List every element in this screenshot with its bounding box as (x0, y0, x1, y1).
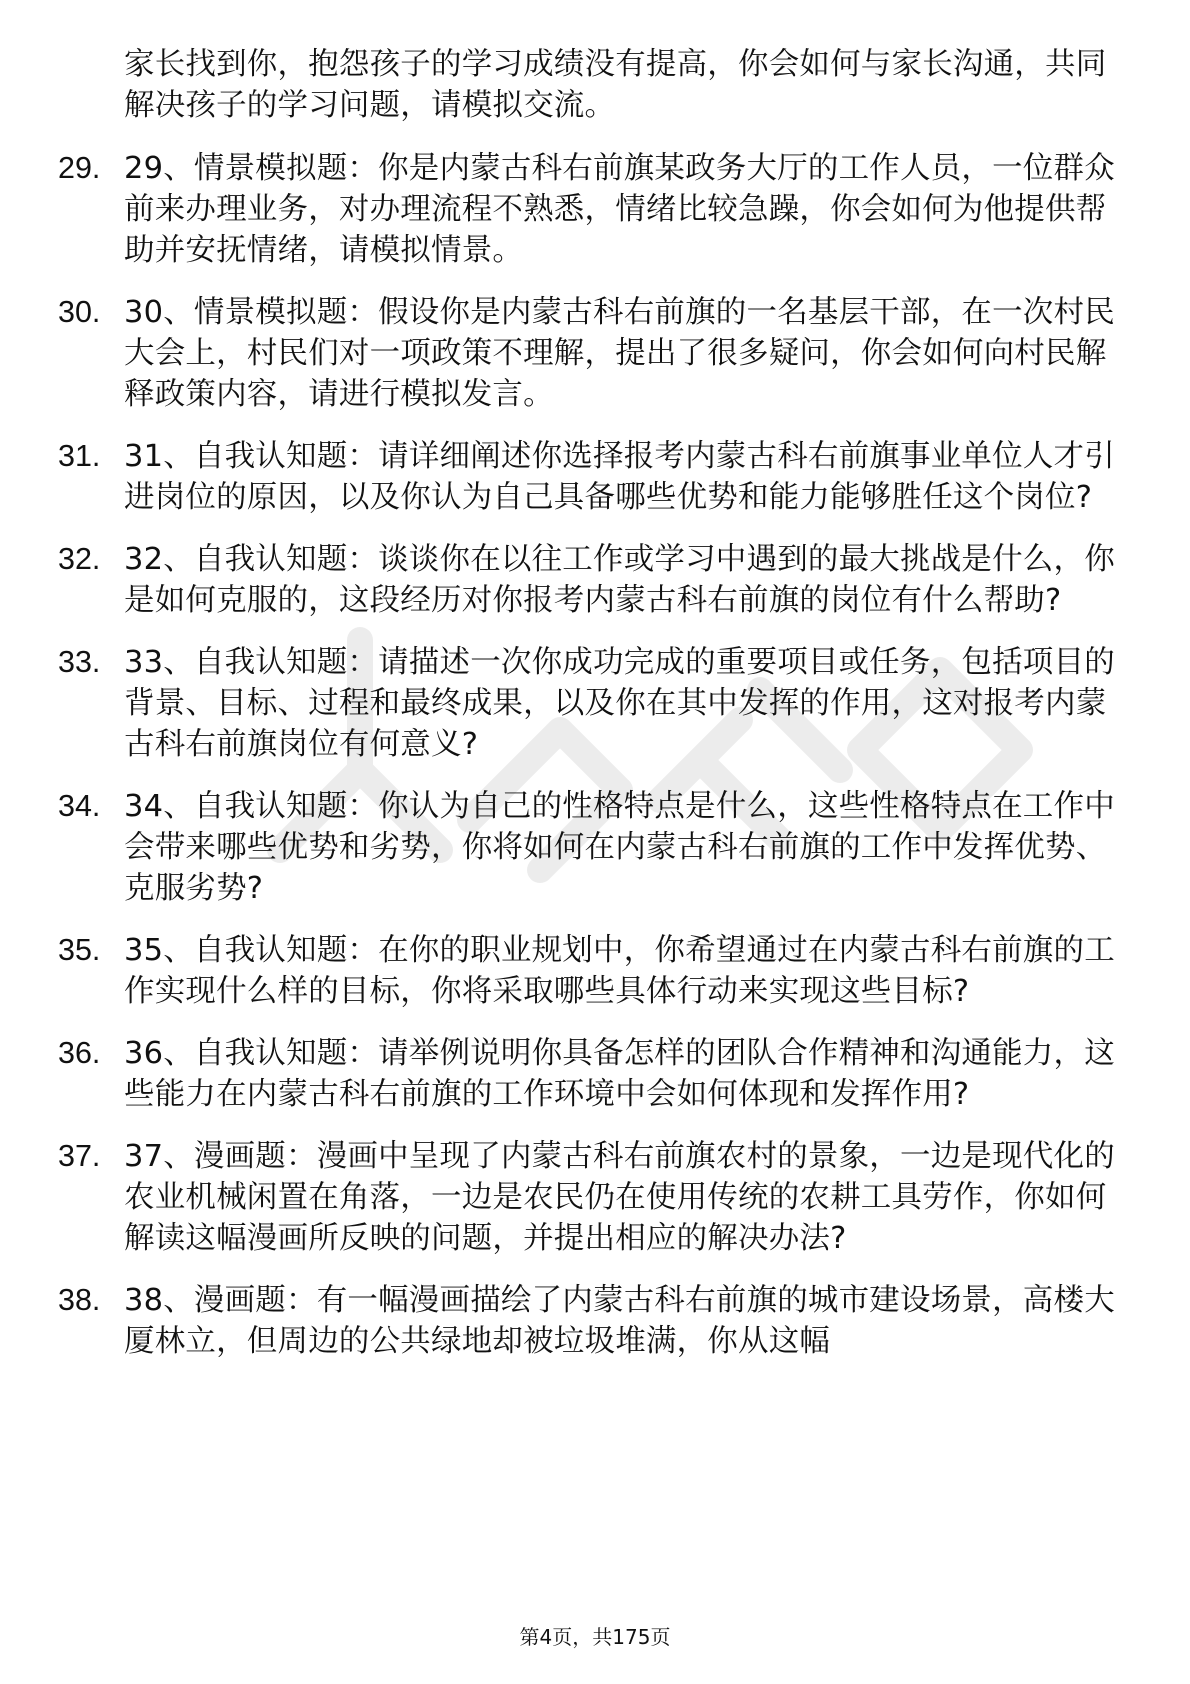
item-text: 35、自我认知题：在你的职业规划中，你希望通过在内蒙古科右前旗的工作实现什么样的目标，你将采取哪些具体行动来实现这些目标? (124, 933, 1115, 1009)
list-item (58, 1033, 1128, 1115)
item-text: 30、情景模拟题：假设你是内蒙古科右前旗的一名基层干部，在一次村民大会上，村民们对一项政策不理解，提出了很多疑问，你会如何向村民解释政策内容，请进行模拟发言。 (124, 295, 1115, 412)
item-text: 37、漫画题：漫画中呈现了内蒙古科右前旗农村的景象，一边是现代化的农业机械闲置在角落，一边是农民仍在使用传统的农耕工具劳作，你如何解读这幅漫画所反映的问题，并提出相应的解决办法? (124, 1139, 1115, 1256)
list-item (58, 930, 1128, 1012)
item-text: 32、自我认知题：谈谈你在以往工作或学习中遇到的最大挑战是什么，你是如何克服的，这段经历对你报考内蒙古科右前旗的岗位有什么帮助? (124, 542, 1115, 618)
list-item (58, 786, 1128, 909)
item-number: 37. (58, 1139, 101, 1173)
item-number: 34. (58, 789, 101, 823)
list-item (58, 436, 1128, 518)
item-number: 32. (58, 542, 101, 576)
list-item (58, 1136, 1128, 1259)
list-item (58, 292, 1128, 415)
item-text: 33、自我认知题：请描述一次你成功完成的重要项目或任务，包括项目的背景、目标、过程和最终成果，以及你在其中发挥的作用，这对报考内蒙古科右前旗岗位有何意义? (124, 645, 1115, 762)
item-number: 29. (58, 151, 101, 185)
continued-question-text: 家长找到你，抱怨孩子的学习成绩没有提高，你会如何与家长沟通，共同解决孩子的学习问题，请模拟交流。 (124, 47, 1107, 123)
list-item (58, 1280, 1128, 1362)
item-number: 38. (58, 1283, 101, 1317)
item-text: 36、自我认知题：请举例说明你具备怎样的团队合作精神和沟通能力，这些能力在内蒙古科右前旗的工作环境中会如何体现和发挥作用? (124, 1036, 1115, 1112)
page-footer: 第4页，共175页 (519, 1625, 671, 1649)
item-number: 31. (58, 439, 101, 473)
item-text: 31、自我认知题：请详细阐述你选择报考内蒙古科右前旗事业单位人才引进岗位的原因，以及你认为自己具备哪些优势和能力能够胜任这个岗位? (124, 439, 1115, 515)
item-number: 36. (58, 1036, 101, 1070)
list-item (58, 148, 1128, 271)
item-text: 29、情景模拟题：你是内蒙古科右前旗某政务大厅的工作人员，一位群众前来办理业务，对办理流程不熟悉，情绪比较急躁，你会如何为他提供帮助并安抚情绪，请模拟情景。 (124, 151, 1115, 268)
item-number: 33. (58, 645, 101, 679)
item-text: 38、漫画题：有一幅漫画描绘了内蒙古科右前旗的城市建设场景，高楼大厦林立，但周边的公共绿地却被垃圾堆满，你从这幅 (124, 1283, 1115, 1359)
question-list (58, 44, 1128, 1383)
item-text: 34、自我认知题：你认为自己的性格特点是什么，这些性格特点在工作中会带来哪些优势和劣势，你将如何在内蒙古科右前旗的工作中发挥优势、克服劣势? (124, 789, 1115, 906)
item-number: 30. (58, 295, 101, 329)
item-number: 35. (58, 933, 101, 967)
list-item (58, 642, 1128, 765)
list-item (58, 539, 1128, 621)
